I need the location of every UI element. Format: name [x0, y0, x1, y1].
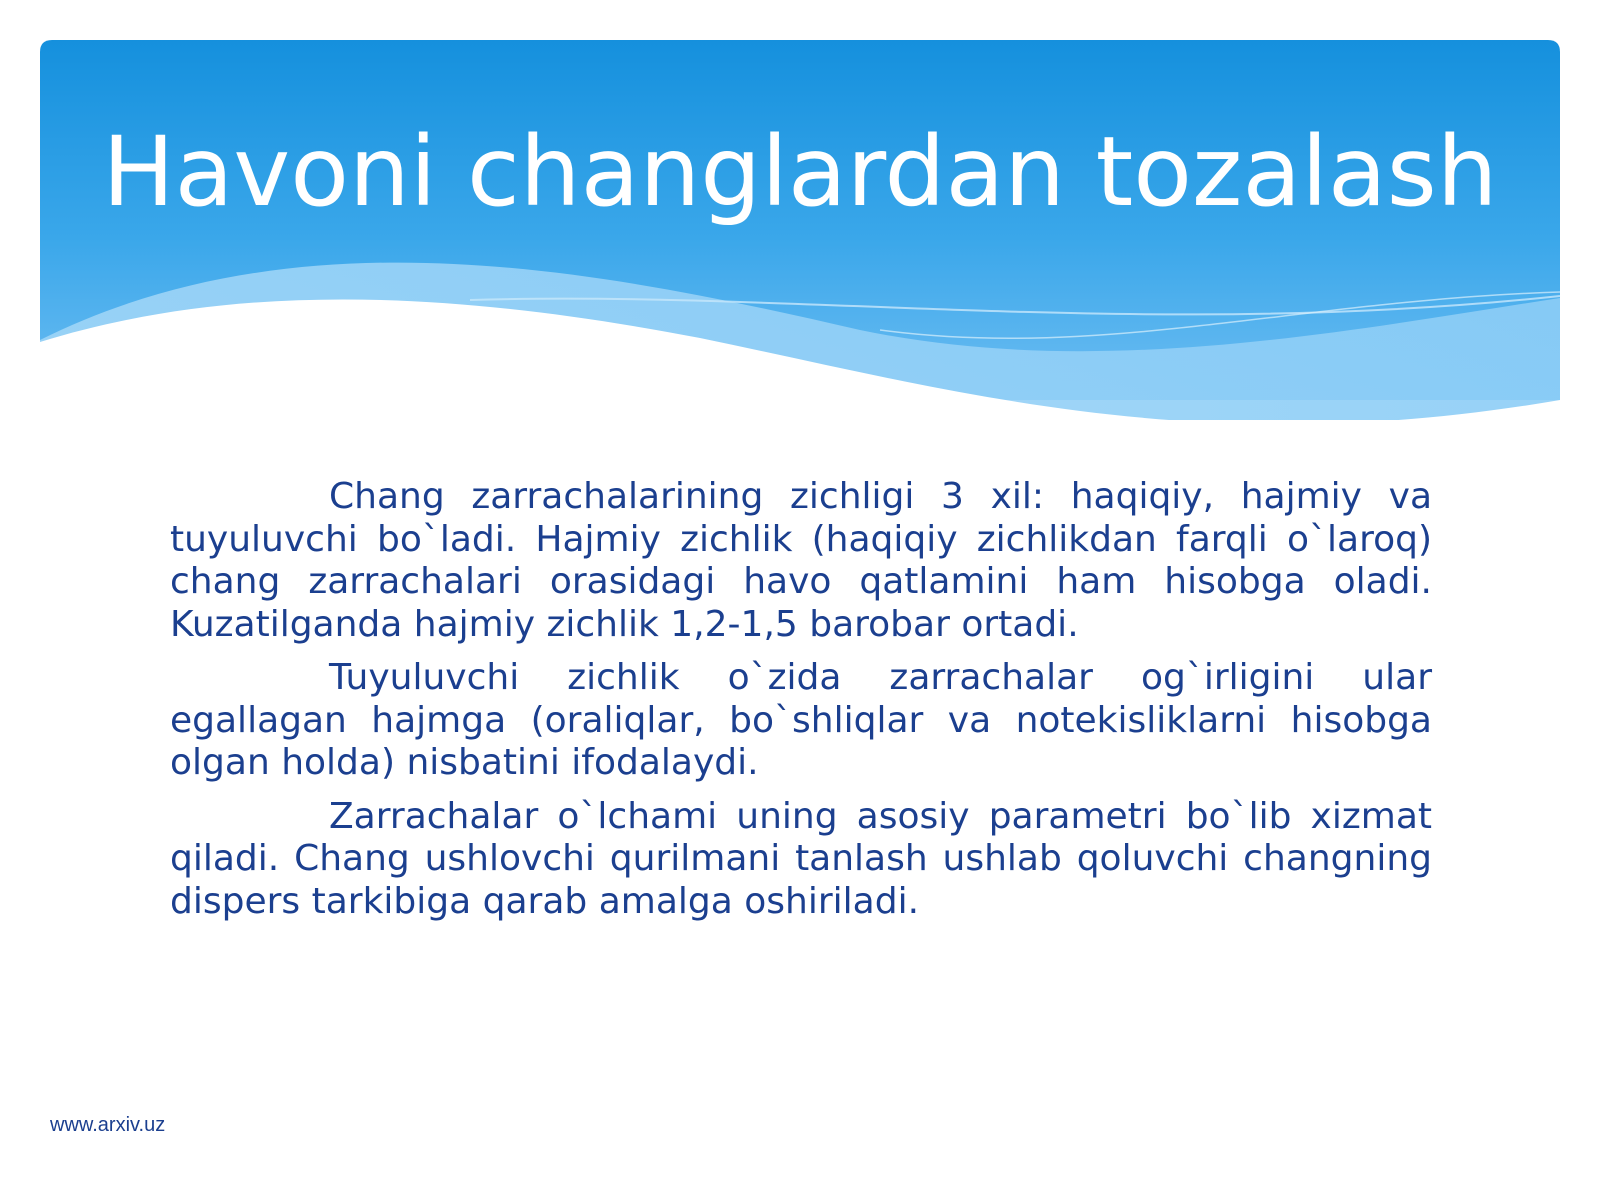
slide-title: Havoni changlardan tozalash: [102, 116, 1498, 228]
paragraph-density-types: Chang zarrachalarining zichligi 3 xil: haqiqiy, hajmiy va tuyuluvchi bo`ladi. Hajmiy zichlik (haqiqiy zichlikdan farqli o`laroq) chang zarrachalari orasidagi havo qatlamini ham hisobga oladi. Kuzatilganda hajmiy zichlik 1,2-1,5 barobar ortadi.: [170, 476, 1432, 645]
footer-website: www.arxiv.uz: [50, 1114, 166, 1136]
body-text: [170, 476, 1432, 934]
paragraph-particle-size: Zarrachalar o`lchami uning asosiy parametri bo`lib xizmat qiladi. Chang ushlovchi qurilmani tanlash ushlab qoluvchi changning dispers tarkibiga qarab amalga oshiriladi.: [170, 795, 1432, 922]
paragraph-apparent-density: Tuyuluvchi zichlik o`zida zarrachalar og`irligini ular egallagan hajmga (oraliqlar, bo`shliqlar va notekisliklarni hisobga olgan holda) nisbatini ifodalaydi.: [170, 657, 1432, 783]
